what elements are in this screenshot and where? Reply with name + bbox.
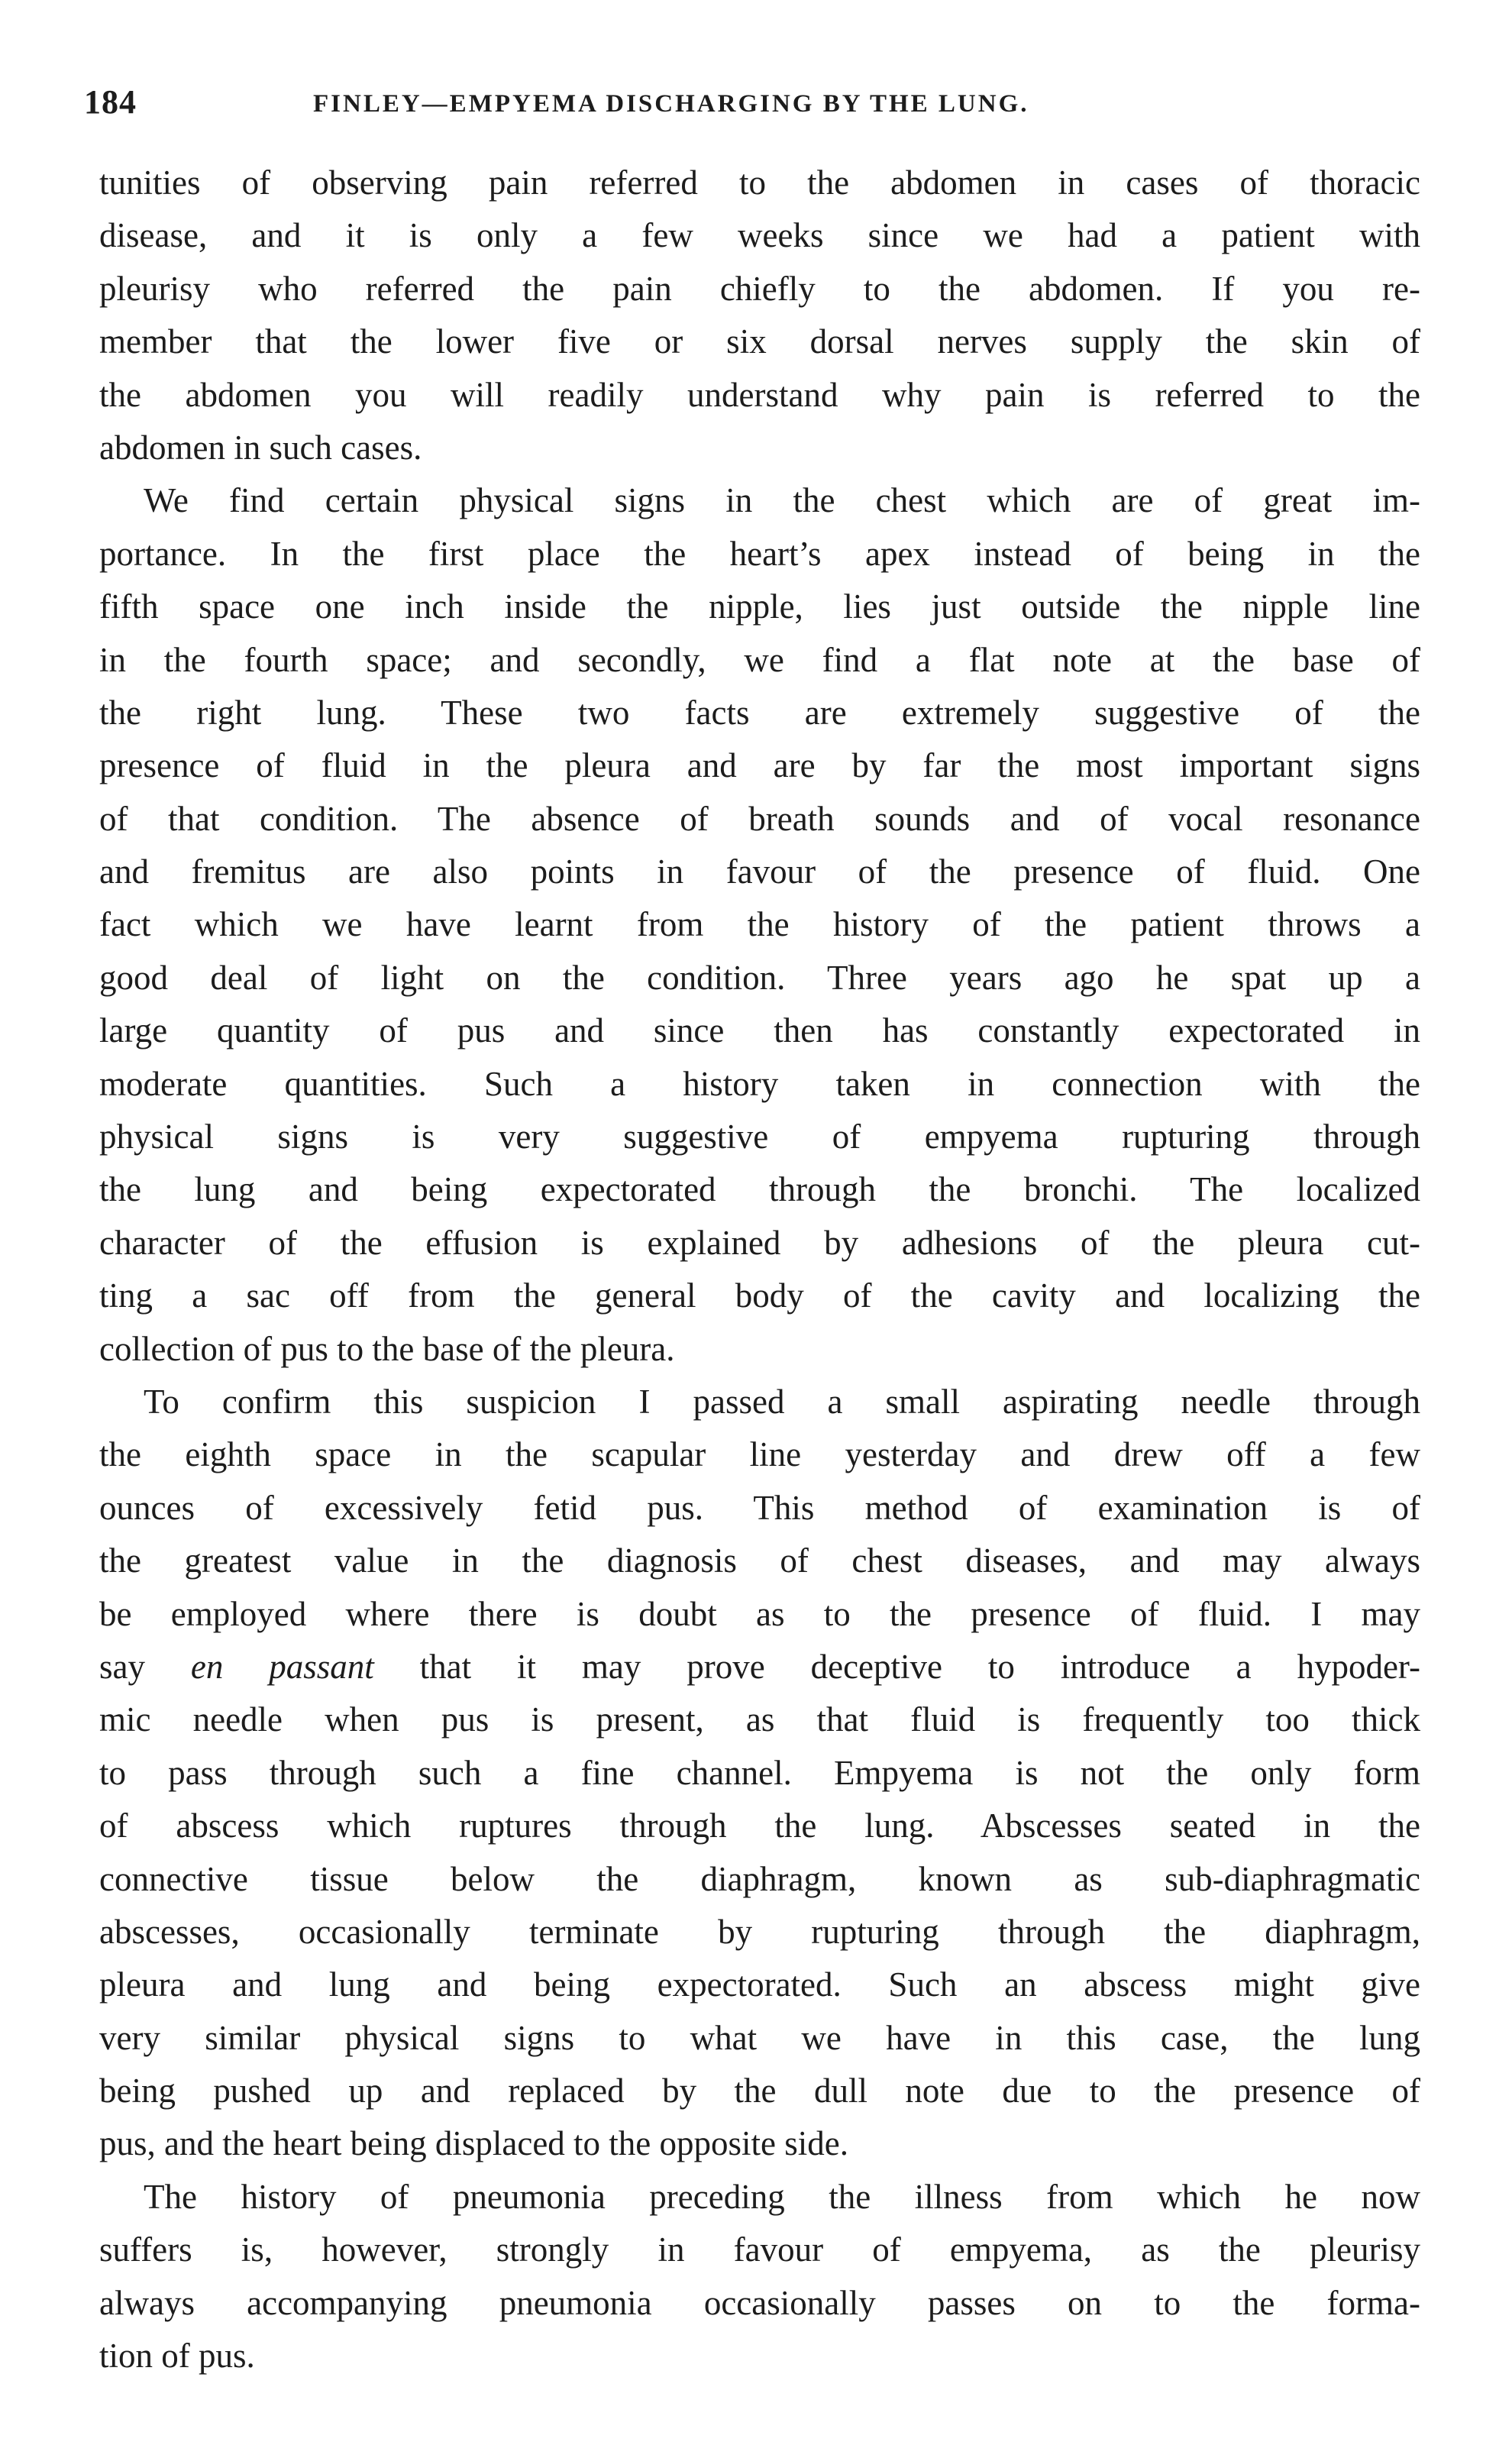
- text-line-with-italic: [99, 1641, 1420, 1693]
- paragraph-4: [99, 2171, 1420, 2383]
- text-line: physical signs is very suggestive of empyema rupturing through: [99, 1117, 1420, 1156]
- paragraph-2: [99, 474, 1420, 1376]
- text-line: large quantity of pus and since then has constantly expectorated in: [99, 1011, 1420, 1050]
- text-line: suffers is, however, strongly in favour of empyema, as the pleurisy: [99, 2230, 1420, 2269]
- text-line: pus, and the heart being displaced to the opposite side.: [99, 2124, 849, 2163]
- paragraph-3: [99, 1376, 1420, 2171]
- text-line: ounces of excessively fetid pus. This method of examination is of: [99, 1488, 1420, 1527]
- text-line: pleura and lung and being expectorated. Such an abscess might give: [99, 1965, 1420, 2004]
- text-line: portance. In the first place the heart’s apex instead of being in the: [99, 534, 1420, 573]
- text-segment: that it may prove deceptive to introduce a hypoder-: [373, 1647, 1420, 1686]
- text-line: To confirm this suspicion I passed a small aspirating needle through: [144, 1382, 1420, 1421]
- text-line: in the fourth space; and secondly, we find a flat note at the base of: [99, 640, 1420, 679]
- text-line: the greatest value in the diagnosis of chest diseases, and may always: [99, 1541, 1420, 1580]
- text-line: the eighth space in the scapular line yesterday and drew off a few: [99, 1435, 1420, 1474]
- text-line: of abscess which ruptures through the lung. Abscesses seated in the: [99, 1806, 1420, 1845]
- text-line: disease, and it is only a few weeks since we had a patient with: [99, 216, 1420, 255]
- text-line: abscesses, occasionally terminate by rupturing through the diaphragm,: [99, 1912, 1420, 1951]
- text-line: be employed where there is doubt as to the presence of fluid. I may: [99, 1594, 1420, 1633]
- text-line: abdomen in such cases.: [99, 428, 422, 467]
- paragraph-1: [99, 157, 1420, 474]
- text-line: tion of pus.: [99, 2337, 255, 2376]
- text-line: character of the effusion is explained by adhesions of the pleura cut-: [99, 1223, 1420, 1262]
- text-line: to pass through such a fine channel. Empyema is not the only form: [99, 1753, 1420, 1792]
- text-line: The history of pneumonia preceding the illness from which he now: [144, 2177, 1420, 2216]
- text-line: moderate quantities. Such a history taken in connection with the: [99, 1064, 1420, 1103]
- text-line: tunities of observing pain referred to the abdomen in cases of thoracic: [99, 163, 1420, 202]
- text-line: member that the lower five or six dorsal nerves supply the skin of: [99, 322, 1420, 361]
- text-line: and fremitus are also points in favour of the presence of fluid. One: [99, 852, 1420, 891]
- text-line: of that condition. The absence of breath sounds and of vocal resonance: [99, 799, 1420, 838]
- text-line: very similar physical signs to what we have in this case, the lung: [99, 2018, 1420, 2057]
- text-line: fact which we have learnt from the history of the patient throws a: [99, 905, 1420, 944]
- text-line: fifth space one inch inside the nipple, lies just outside the nipple line: [99, 587, 1420, 626]
- text-line: the right lung. These two facts are extremely suggestive of the: [99, 693, 1420, 732]
- page-header: [84, 82, 1420, 128]
- text-line: the lung and being expectorated through the bronchi. The localized: [99, 1170, 1420, 1209]
- text-line: pleurisy who referred the pain chiefly to the abdomen. If you re-: [99, 269, 1420, 308]
- text-line: collection of pus to the base of the pleura.: [99, 1329, 675, 1368]
- text-line: We find certain physical signs in the chest which are of great im-: [144, 481, 1420, 520]
- text-line: mic needle when pus is present, as that fluid is frequently too thick: [99, 1700, 1420, 1739]
- page-number: 184: [84, 83, 137, 121]
- text-line: being pushed up and replaced by the dull note due to the presence of: [99, 2072, 1420, 2110]
- body-text: [99, 157, 1420, 2382]
- text-line: presence of fluid in the pleura and are by far the most important signs: [99, 746, 1420, 785]
- italic-phrase: en passant: [190, 1647, 374, 1686]
- text-line: the abdomen you will readily understand why pain is referred to the: [99, 375, 1420, 414]
- running-title: FINLEY—EMPYEMA DISCHARGING BY THE LUNG.: [313, 90, 1029, 118]
- text-line: connective tissue below the diaphragm, known as sub-diaphragmatic: [99, 1859, 1420, 1898]
- text-line: good deal of light on the condition. Three years ago he spat up a: [99, 958, 1420, 997]
- text-line: ting a sac off from the general body of the cavity and localizing the: [99, 1276, 1420, 1315]
- text-line: always accompanying pneumonia occasionally passes on to the forma-: [99, 2283, 1420, 2322]
- text-segment: say: [99, 1647, 191, 1686]
